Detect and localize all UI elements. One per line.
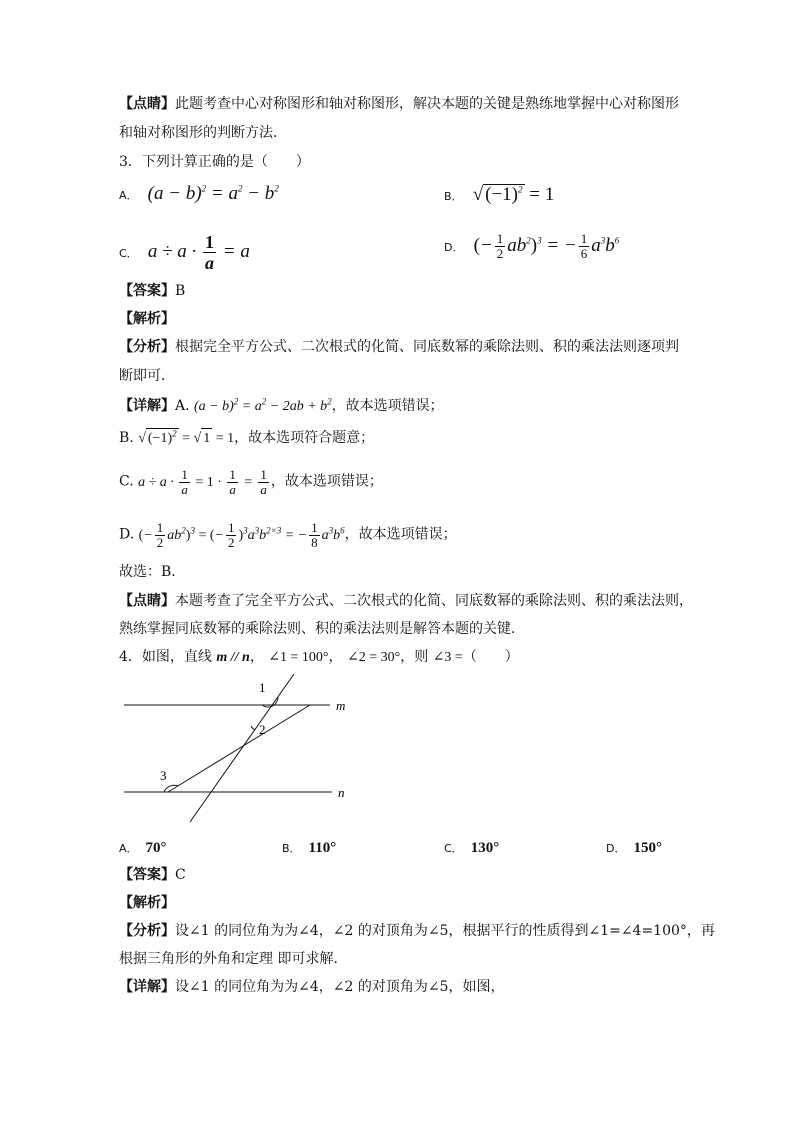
q3-detail-c: C. a ÷ a · $\frac{1}{a}$ = 1 · $\frac{1}{a}$ = $\frac{1}{a}$ ，故本选项错误； (119, 467, 383, 497)
q3-comment-line-2: 熟练掌握同底数幂的乘除法则、积的乘法法则是解答本题的关键． (119, 621, 525, 637)
q4-analysis-tag: 【解析】 (119, 895, 175, 911)
q4-figure-svg (118, 672, 358, 832)
q3-option-d: D． (− $\frac{1}{2}$ $ab^2)^3$ = − $\frac{1}{6}$ $a^3b^6$ (444, 231, 620, 261)
label-n: n (338, 785, 345, 800)
q4-answer: 【答案】C (119, 867, 186, 883)
q4-analysis-line-2: 根据三角形的外角和定理 即可求解． (119, 951, 348, 967)
q3-comment-line-1: 【点睛】本题考查了完全平方公式、二次根式的化简、同底数幂的乘除法则、积的乘法法则， (119, 593, 693, 609)
q3-choice: 故选：B． (119, 564, 186, 580)
q4-option-b: B． 110° (282, 840, 337, 856)
prev-comment-line-1: 【点睛】此题考查中心对称图形和轴对称图形，解决本题的关键是熟练地掌握中心对称图形 (119, 96, 679, 112)
q4-stem-angle1: ∠1 = 100° (268, 650, 329, 665)
q4-stem-angle3: ∠3 = (432, 650, 463, 665)
q3-analysis-tag: 【解析】 (119, 311, 175, 327)
prev-comment-line-2: 和轴对称图形的判断方法． (119, 125, 287, 141)
q3-option-a: A． $(a - b)^2 = a^2 - b^2$ (119, 183, 279, 204)
q4-option-a: A． 70° (119, 840, 167, 856)
q3-detail-d-formula: (− $\frac{1}{2}$ $ab^2)^3$ = (− $\frac{1}{2}$ )$^3a^3b^{2\times 3}$ = − $\frac{1}{8}$ $a^3b^6$ (138, 520, 345, 550)
q4-analysis-line-1: 【分析】设∠1 的同位角为为∠4，∠2 的对顶角为∠5，根据平行的性质得到∠1=∠4=100°，再 (119, 923, 715, 939)
q3-option-c: C． a ÷ a · $\frac{1}{a}$ = a (119, 232, 250, 273)
q3-detail-b: B. √ $(-1)^2$ = √ 1 = 1，故本选项符合题意； (119, 428, 374, 449)
q3-option-b: B． √ $(-1)^2 = 1$ (444, 184, 555, 205)
q4-detail-line-1: 【详解】设∠1 的同位角为为∠4，∠2 的对顶角为∠5，如图， (119, 979, 505, 995)
slant-line (168, 705, 310, 792)
q3-detail-b-formula: √ $(-1)^2$ = √ 1 = 1 (138, 431, 234, 446)
angle-2-arc (251, 726, 255, 730)
label-angle-3: 3 (160, 768, 167, 783)
q4-figure (118, 672, 358, 836)
label-m: m (336, 698, 346, 713)
q3-option-c-formula: a ÷ a · $\frac{1}{a}$ = a (147, 232, 250, 273)
q3-option-b-formula: √ $(-1)^2 = 1$ (472, 184, 555, 205)
q3-analysis-line-2: 断即可． (119, 368, 175, 384)
q3-detail-c-formula: a ÷ a · $\frac{1}{a}$ = 1 · $\frac{1}{a}$ = $\frac{1}{a}$ (138, 467, 267, 497)
q4-stem: 4．如图，直线 m // n， ∠1 = 100°， ∠2 = 30°，则 ∠3 =（ ） (119, 649, 519, 665)
angle-3-arc (164, 785, 178, 792)
q3-detail-d: D. (− $\frac{1}{2}$ $ab^2)^3$ = (− $\frac{1}{2}$ )$^3a^3b^{2\times 3}$ = − $\frac{1}{8}$ $a^3b^6$，故本选项错误； (119, 520, 457, 550)
q4-option-d: D． 150° (606, 840, 662, 856)
label-angle-1: 1 (259, 680, 266, 695)
q3-detail-a-formula: $(a - b)^2 = a^2 - 2ab + b^2$ (194, 396, 332, 414)
label-angle-2: 2 (259, 722, 266, 737)
transversal-line (190, 674, 294, 822)
q4-stem-parallel: m // n (216, 650, 250, 665)
q4-stem-angle2: ∠2 = 30° (346, 650, 401, 665)
q4-option-c: C． 130° (444, 840, 500, 856)
q3-detail-a: 【详解】A. $(a - b)^2 = a^2 - 2ab + b^2$，故本选项错误； (119, 396, 444, 414)
q3-answer: 【答案】B (119, 283, 186, 299)
q3-option-a-formula: $(a - b)^2 = a^2 - b^2$ (147, 183, 279, 204)
q3-option-d-formula: (− $\frac{1}{2}$ $ab^2)^3$ = − $\frac{1}{6}$ $a^3b^6$ (473, 231, 620, 261)
q3-stem: 3．下列计算正确的是（ ） (119, 154, 310, 170)
q3-analysis-line-1: 【分析】根据完全平方公式、二次根式的化简、同底数幂的乘除法则、积的乘法法则逐项判 (119, 339, 679, 355)
